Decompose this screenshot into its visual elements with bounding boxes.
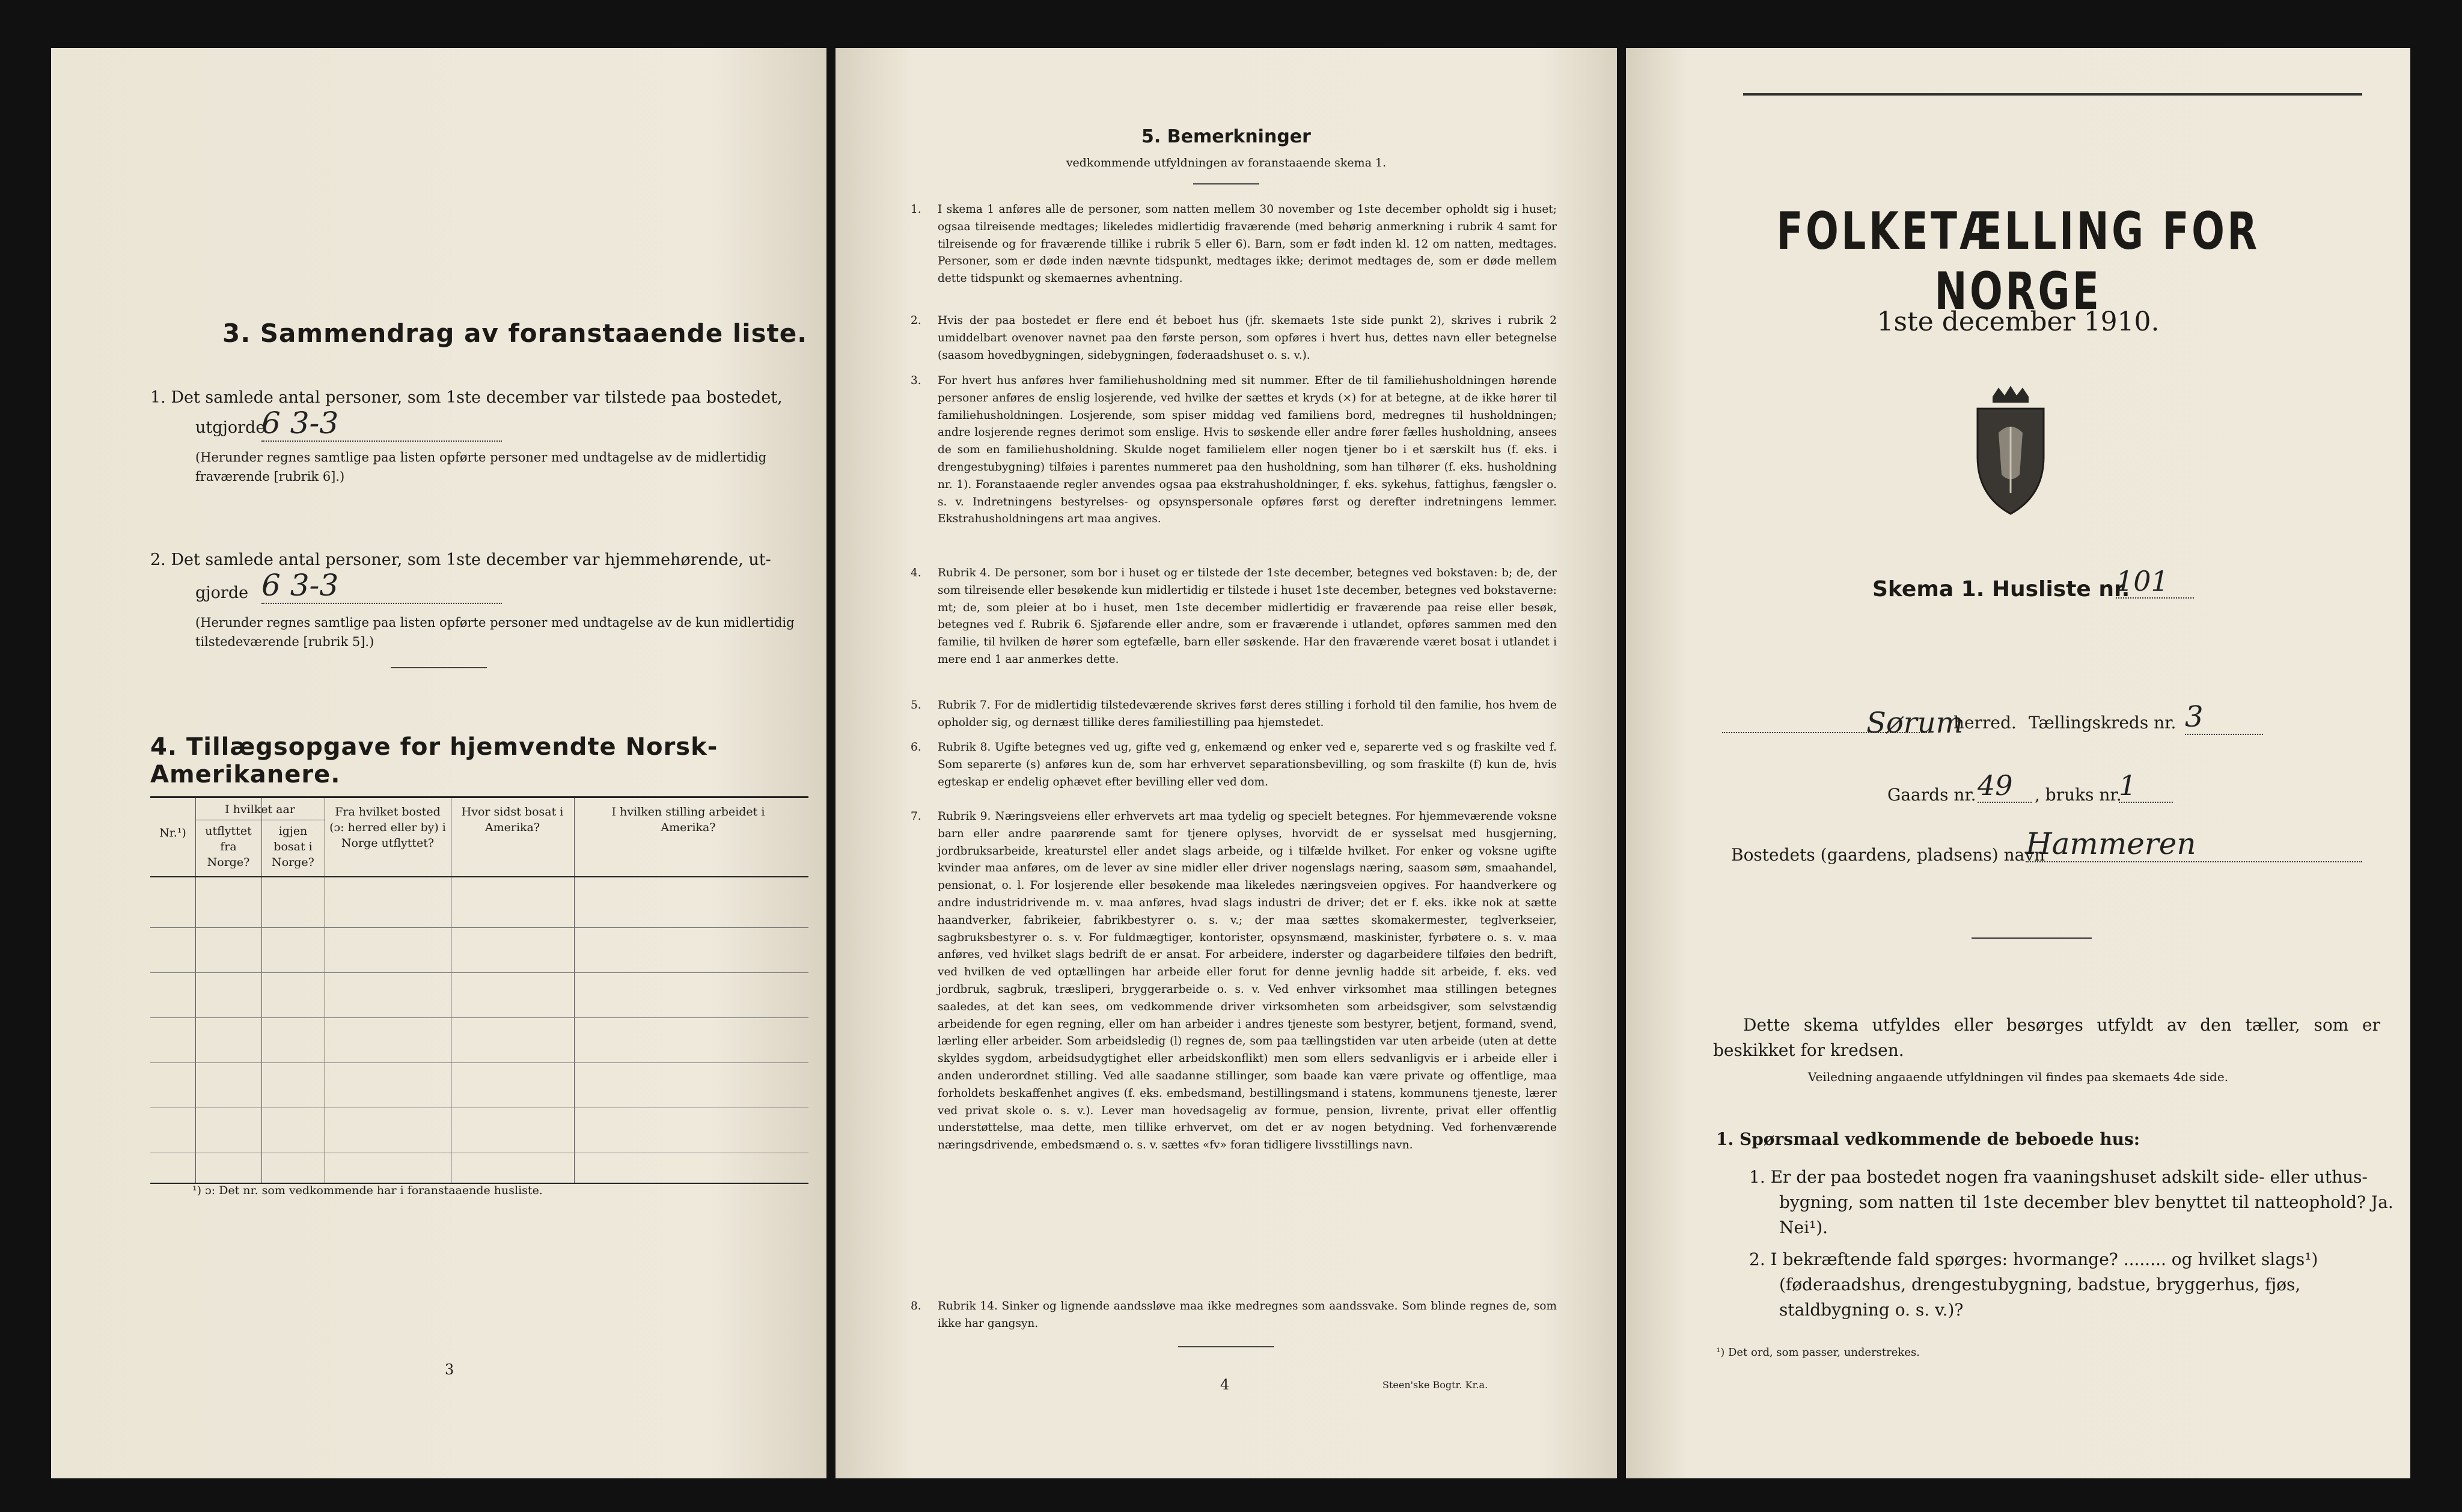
remark-2: 2. Hvis der paa bostedet er flere end ét beboet hus (jfr. skemaets 1ste side punkt 2), skrives i rubrik 2 umiddelbart ovenover navnet paa den første person, som opføres i hvert hus, dettes navn eller betegnelse (saasom hovedbygningen, sidebygningen, føderaadshuset o. s. v.). xyxy=(911,314,1557,362)
remarks-subtitle: vedkommende utfyldningen av foranstaaende skema 1. xyxy=(1066,156,1387,169)
divider xyxy=(391,667,487,668)
summary-item-2: 2. Det samlede antal personer, som 1ste december var hjemmehørende, ut- xyxy=(150,550,771,569)
col-from-where: Fra hvilket bosted (ɔ: herred eller by) i Norge utflyttet? xyxy=(329,805,446,850)
summary-item-1-value: 6 3-3 xyxy=(261,406,502,442)
summary-item-1-note: (Herunder regnes samtlige paa listen opførte personer med undtagelse av de midlertidig fraværende [rubrik 6].) xyxy=(195,450,767,484)
herred-value: Sørum xyxy=(1866,706,1964,740)
remark-5: 5. Rubrik 7. For de midlertidig tilstedeværende skrives først deres stilling i forhold til den familie, hos hvem de opholder sig, og dernæst tillike deres familiestilling paa hjemstedet. xyxy=(911,699,1557,729)
page-number: 4 xyxy=(1220,1376,1230,1393)
summary-item-1: 1. Det samlede antal personer, som 1ste december var tilstede paa bostedet, xyxy=(150,388,783,407)
remark-1: 1. I skema 1 anføres alle de personer, som natten mellem 30 november og 1ste december opholdt sig i huset; ogsaa tilreisende medtages; likeledes midlertidig fraværende (med behørig anmerkning i rubrik 4 samt for tilreisende og for fraværende tillike i rubrik 5 eller 6). Barn, som er født inden kl. 12 om natten, medtages. Personer, som er døde inden nævnte tidspunkt, medtages ikke; derimot medtages de, som er døde mellem dette tidspunkt og skemaernes avhentning. xyxy=(911,203,1557,285)
top-rule xyxy=(1743,93,2362,96)
summary-item-1-prefix: utgjorde xyxy=(195,418,266,437)
col-year-group: I hvilket aar xyxy=(225,803,295,816)
col-nr: Nr.¹) xyxy=(159,826,186,840)
remark-6: 6. Rubrik 8. Ugifte betegnes ved ug, gifte ved g, enkemænd og enker ved e, separerte ved s og fraskilte ved f. Som separerte (s) anføres kun de, som har erhvervet separationsbevilling, og som fraskilte (f) kun de, hvis egteskap er endelig ophævet efter bevilling eller ved dom. xyxy=(911,741,1557,788)
question-2: 2. I bekræftende fald spørges: hvormange? ........ og hvilket slags¹) (føderaadshus, drengestubygning, badstue, bryggerhus, fjøs, staldbygning o. s. v.)? xyxy=(1749,1249,2318,1320)
gaards-value: 49 xyxy=(1978,769,2032,803)
intro-note: Veiledning angaaende utfyldningen vil findes paa skemaets 4de side. xyxy=(1807,1070,2229,1084)
divider xyxy=(1178,1346,1274,1347)
remark-8: 8. Rubrik 14. Sinker og lignende aandssløve maa ikke medregnes som aandssvake. Som blinde regnes de, som ikke har gangsyn. xyxy=(911,1300,1557,1330)
summary-item-2-value: 6 3-3 xyxy=(261,568,502,604)
remark-3: 3. For hvert hus anføres hver familiehusholdning med sit nummer. Efter de til familiehusholdningen hørende personer anføres de enslig losjerende, ved hvilke der sættes et kryds (×) for at betegne, at de ikke hører til familiehusholdningen. Losjerende, som spiser middag ved familiens bord, medregnes til husholdningen; andre losjerende regnes derimot som enslige. Hvis to søskende eller andre fører fælles husholdning, ansees de som en familiehusholdning. Skulde noget familielem eller nogen tjener bo i et særskilt hus (f. eks. i drengestubygning) tilføies i parentes nummeret paa den husholdning, som han tilhører (f. eks. husholdning nr. 1). Foranstaaende regler anvendes ogsaa paa ekstrahusholdninger, f. eks. sykehus, fattighus, fængsler o. s. v. Indretningens bestyrelses- og opsynspersonale opføres først og derefter indretningens lemmer. Ekstrahusholdningens art maa angives. xyxy=(911,374,1557,526)
schema-label: Skema 1. Husliste nr. xyxy=(1872,577,2130,602)
bosted-label: Bostedets (gaardens, pladsens) navn xyxy=(1731,845,2045,865)
printer-note: Steen'ske Bogtr. Kr.a. xyxy=(1382,1379,1488,1391)
col-position: I hvilken stilling arbeidet i Amerika? xyxy=(611,805,765,834)
col-emigrated: utflyttet fra Norge? xyxy=(205,825,252,869)
ornament-divider xyxy=(1972,937,2092,939)
herred-label: herred. xyxy=(1953,713,2017,733)
summary-item-2-note: (Herunder regnes samtlige paa listen opførte personer med undtagelse av de kun midlertidig tilstedeværende [rubrik 5].) xyxy=(195,615,795,649)
table-footnote: ¹) ɔ: Det nr. som vedkommende har i foranstaaende husliste. xyxy=(192,1184,543,1197)
gaards-label: Gaards nr. xyxy=(1887,785,1976,805)
census-date: 1ste december 1910. xyxy=(1877,306,2160,337)
section-3-title: 3. Sammendrag av foranstaaende liste. xyxy=(222,319,808,348)
remark-7: 7. Rubrik 9. Næringsveiens eller erhvervets art maa tydelig og specielt betegnes. For hjemmeværende voksne barn eller andre paarørende samt for tjenere oplyses, hvorvidt de er sysselsat med husgjerning, jordbruksarbeide, kreaturstel eller andet slags arbeide, og i tilfælde hvilket. For enker og voksne ugifte kvinder maa anføres, om de lever av sine midler eller driver nogenslags næring, saasom søm, smaahandel, pensionat, o. l. For losjerende eller besøkende maa likeledes næringsveien opgives. For haandverkere og andre industridrivende m. v. maa anføres, hvad slags industri de driver; det er f. eks. ikke nok at sætte haandverker, fabrikeier, fabrikbestyrer o. s. v.; der maa sættes skomakermester, teglverkseier, sagbruksbestyrer o. s. v. For fuldmægtiger, kontorister, opsynsmænd, maskinister, fyrbøtere o. s. v. maa anføres, ved hvilket slags bedrift de er ansat. For arbeidere, inderster og dagarbeidere tilføies den bedrift, ved hvilken de ved optællingen har arbeide eller forut for denne jevnlig hadde sit arbeide, f. eks. ved jordbruk, sagbruk, træsliperi, bryggerarbeide o. s. v. Ved enhver virksomhet maa stillingen betegnes saaledes, at det kan sees, om vedkommende driver virksomheten som arbeidsgiver, som selvstændig arbeidende for egen regning, eller om han arbeider i andres tjeneste som bestyrer, betjent, formand, svend, lærling eller arbeider. Som arbeidsledig (l) regnes de, som paa tællingstiden var uten arbeide (uten at dette skyldes sygdom, arbeidsudygtighet eller arbeidskonflikt) men som ellers sedvanligvis er i arbeide eller i anden underordnet stilling. Ved alle saadanne stillinger, som baade kan være private og offentlige, maa forholdets beskaffenhet angives (f. eks. embedsmand, bestillingsmand i statens, kommunens tjeneste, lærer ved privat skole o. s. v.). Lever man hovedsagelig av formue, pension, livrente, privat eller offentlig understøttelse, maa dette, men tillike erhvervet, om det er av nogen betydning. Ved forhenværende næringsdrivende, embedsmænd o. s. v. sættes «fv» foran tidligere livsstillings navn. xyxy=(911,810,1557,1152)
remarks-title: 5. Bemerkninger xyxy=(1141,126,1311,147)
kreds-value: 3 xyxy=(2185,700,2263,735)
col-returned: igjen bosat i Norge? xyxy=(272,825,314,869)
husliste-nr: 101 xyxy=(2116,565,2194,599)
section-4-title: 4. Tillægsopgave for hjemvendte Norsk-Amerikanere. xyxy=(150,733,718,788)
questions-title: 1. Spørsmaal vedkommende de beboede hus: xyxy=(1716,1129,2140,1149)
divider xyxy=(1193,183,1259,184)
bruks-value: 1 xyxy=(2119,769,2173,803)
bosted-value: Hammeren xyxy=(2026,826,2362,862)
page-right xyxy=(1626,48,2410,1478)
norsk-amerikanere-table xyxy=(150,796,808,1184)
summary-item-2-prefix: gjorde xyxy=(195,584,249,602)
kreds-label: Tællingskreds nr. xyxy=(2029,713,2176,733)
col-last-lived: Hvor sidst bosat i Amerika? xyxy=(461,805,564,834)
page-number: 3 xyxy=(445,1361,454,1378)
intro-text: Dette skema utfyldes eller besørges utfyldt av den tæller, som er beskikket for kredsen. xyxy=(1713,1015,2380,1060)
footnote: ¹) Det ord, som passer, understrekes. xyxy=(1716,1346,1920,1359)
remark-4: 4. Rubrik 4. De personer, som bor i huset og er tilstede der 1ste december, betegnes ved bokstaven: b; de, der som tilreisende eller besøkende kun midlertidig er tilstede i huset 1ste december, betegnes ved bokstaverne: mt; de, som pleier at bo i huset, men 1ste december midlertidig er fraværende paa reise eller besøk, betegnes ved f. Rubrik 6. Sjøfarende eller andre, som er fraværende i utlandet, opføres sammen med den familie, til hvilken de hører som egtefælle, barn eller søskende. Har den fraværende været bosat i utlandet i mere end 1 aar anmerkes dette. xyxy=(911,567,1557,666)
question-1: 1. Er der paa bostedet nogen fra vaaningshuset adskilt side- eller uthus-bygning, som natten til 1ste december blev benyttet til natteophold? Ja. Nei¹). xyxy=(1749,1167,2393,1237)
coat-of-arms-icon xyxy=(1966,385,2056,517)
bruks-label: , bruks nr. xyxy=(2035,785,2122,805)
page-middle xyxy=(835,48,1617,1478)
page-left xyxy=(51,48,826,1478)
census-title: FOLKETÆLLING FOR NORGE xyxy=(1776,201,2260,322)
